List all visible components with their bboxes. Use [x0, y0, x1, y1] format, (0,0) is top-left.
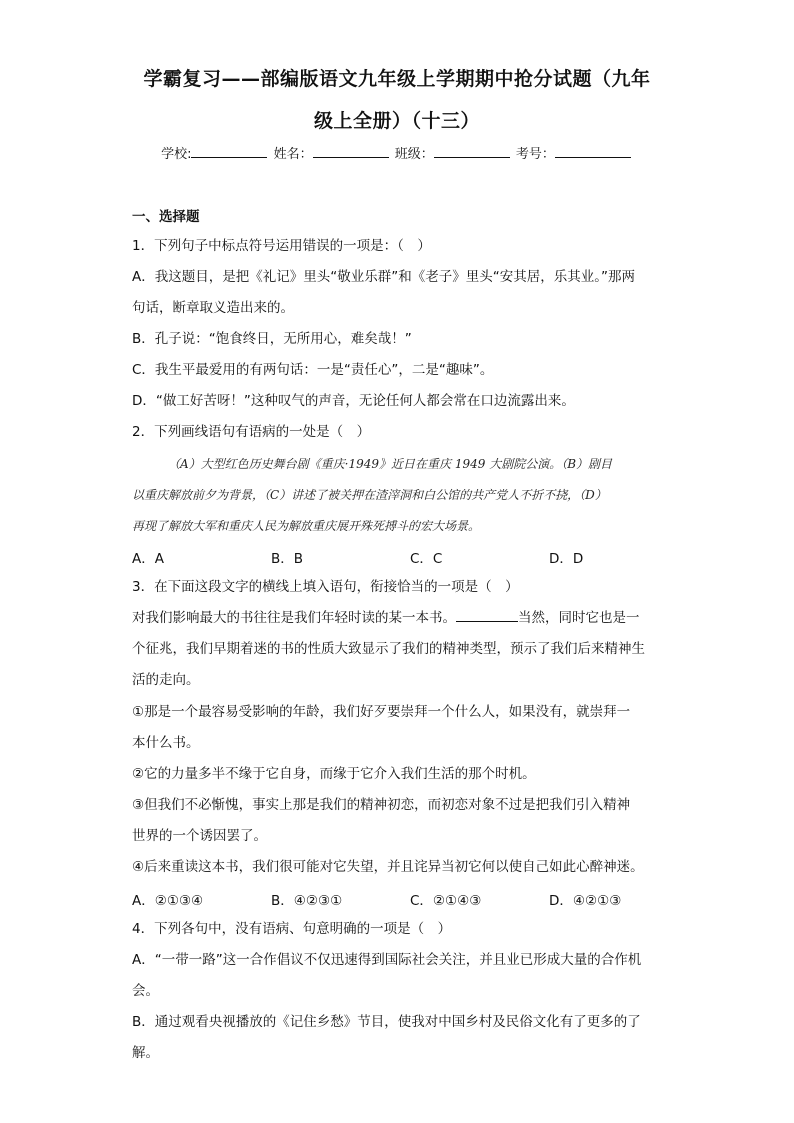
q3-passage-line1-b: 当然，同时它也是一	[518, 610, 640, 626]
number-blank[interactable]	[555, 145, 631, 158]
q3-passage-line1-a: 对我们影响最大的书往往是我们年轻时读的某一本书。	[132, 610, 456, 626]
q3-option-d: D．④②①③	[549, 893, 622, 909]
q3-option-b: B．④②③①	[271, 893, 343, 909]
q4-option-a-line2: 会。	[132, 983, 159, 999]
q2-passage-line2: 以重庆解放前夕为背景，（C）讲述了被关押在渣滓洞和白公馆的共产党人不折不挠，（D）	[132, 488, 607, 502]
q4-option-a-line1: A．“一带一路”这一合作倡议不仅迅速得到国际社会关注，并且业已形成大量的合作机	[132, 952, 642, 968]
q4-option-b-line2: 解。	[132, 1045, 159, 1061]
q2-option-b: B．B	[271, 551, 304, 567]
q2-stem: 2．下列画线语句有语病的一处是（ ）	[132, 424, 371, 440]
student-info-row	[0, 143, 794, 162]
school-blank[interactable]	[191, 145, 267, 158]
name-blank[interactable]	[313, 145, 389, 158]
q2-option-d: D．D	[549, 551, 584, 567]
q3-option-c: C．②①④③	[410, 893, 482, 909]
q1-option-d: D．“做工好苦呀！”这种叹气的声音，无论任何人都会常在口边流露出来。	[132, 393, 575, 409]
q3-fill-blank[interactable]	[456, 609, 518, 622]
q4-option-b-line1: B．通过观看央视播放的《记住乡愁》节目，使我对中国乡村及民俗文化有了更多的了	[132, 1014, 641, 1030]
q1-option-b: B．孔子说：“饱食终日，无所用心，难矣哉！”	[132, 331, 412, 347]
q3-sentence-3-line2: 世界的一个诱因罢了。	[132, 828, 267, 844]
section-heading: 一、选择题	[132, 209, 200, 225]
q3-sentence-2: ②它的力量多半不缘于它自身，而缘于它介入我们生活的那个时机。	[132, 766, 536, 782]
class-label: 班级：	[394, 147, 434, 162]
q3-passage-line2: 个征兆，我们早期着迷的书的性质大致显示了我们的精神类型，预示了我们后来精神生	[132, 641, 645, 657]
q1-option-a-line1: A．我这题目，是把《礼记》里头“敬业乐群”和《老子》里头“安其居，乐其业。”那两	[132, 269, 635, 285]
q1-option-c: C．我生平最爱用的有两句话：一是“责任心”，二是“趣味”。	[132, 362, 494, 378]
q3-sentence-1-line2: 本什么书。	[132, 735, 200, 751]
school-label: 学校:	[161, 147, 192, 162]
q3-option-a: A．②①③④	[132, 893, 204, 909]
q2-passage-line3: 再现了解放大军和重庆人民为解放重庆展开殊死搏斗的宏大场景。	[132, 519, 481, 533]
class-blank[interactable]	[434, 145, 510, 158]
number-label: 考号：	[515, 147, 555, 162]
page-title-line-2: 级上全册）（十三）	[313, 110, 480, 132]
q3-sentence-1-line1: ①那是一个最容易受影响的年龄，我们好歹要崇拜一个什么人，如果没有，就崇拜一	[132, 704, 631, 720]
q3-stem: 3．在下面这段文字的横线上填入语句，衔接恰当的一项是（ ）	[132, 579, 519, 595]
q3-passage-line3: 活的走向。	[132, 672, 200, 688]
page-title-line-1: 学霸复习——部编版语文九年级上学期期中抢分试题（九年	[143, 68, 651, 90]
q3-passage-line1	[132, 609, 640, 627]
q3-sentence-4: ④后来重读这本书，我们很可能对它失望，并且诧异当初它何以使自己如此心醉神迷。	[132, 859, 644, 875]
q3-sentence-3-line1: ③但我们不必惭愧，事实上那是我们的精神初恋，而初恋对象不过是把我们引入精神	[132, 797, 631, 813]
q1-stem: 1．下列句子中标点符号运用错误的一项是：（ ）	[132, 238, 431, 254]
q4-stem: 4．下列各句中，没有语病、句意明确的一项是（ ）	[132, 921, 452, 937]
q2-passage-line1: （A）大型红色历史舞台剧《重庆·1949》近日在重庆 1949 大剧院公演。（B）剧目	[168, 457, 613, 471]
q2-option-c: C．C	[410, 551, 443, 567]
q1-option-a-line2: 句话，断章取义造出来的。	[132, 300, 294, 316]
q2-option-a: A．A	[132, 551, 164, 567]
name-label: 姓名：	[273, 147, 313, 162]
